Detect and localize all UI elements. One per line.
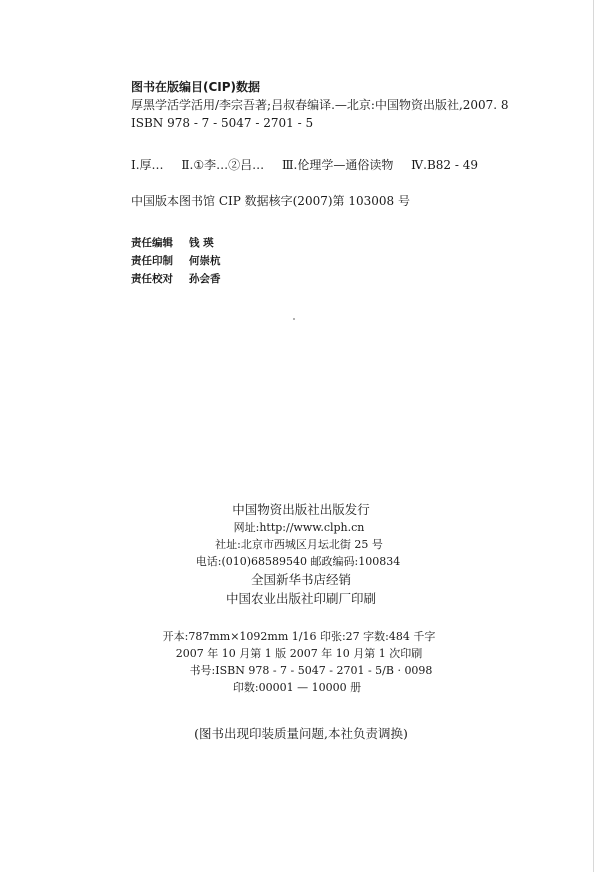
staff-role: 责任印制 <box>131 255 173 267</box>
classification-item: Ⅲ.伦理学—通俗读物 <box>281 158 394 172</box>
book-number-line: 书号:ISBN 978 - 7 - 5047 - 2701 - 5/B · 0098 <box>189 664 433 677</box>
printer-line: 中国农业出版社印刷厂印刷 <box>225 591 376 606</box>
staff-person: 孙会香 <box>189 273 221 285</box>
cip-isbn-line: ISBN 978 - 7 - 5047 - 2701 - 5 <box>131 116 314 130</box>
edition-line: 2007 年 10 月第 1 版 2007 年 10 月第 1 次印刷 <box>175 647 423 660</box>
publisher-line: 中国物资出版社出版发行 <box>232 502 370 517</box>
format-line: 开本:787mm×1092mm 1/16 印张:27 字数:484 千字 <box>162 630 436 643</box>
distributor-line: 全国新华书店经销 <box>250 572 351 587</box>
print-run-line: 印数:00001 — 10000 册 <box>232 681 362 694</box>
staff-role: 责任编辑 <box>131 237 173 249</box>
cip-check-number: 中国版本图书馆 CIP 数据核字(2007)第 103008 号 <box>131 194 410 208</box>
staff-person: 钱 瑛 <box>189 237 214 249</box>
cip-heading: 图书在版编目(CIP)数据 <box>131 80 261 94</box>
website-line: 网址:http://www.clph.cn <box>233 521 365 534</box>
staff-person: 何崇杭 <box>189 255 221 267</box>
cip-data-block <box>131 78 571 132</box>
staff-row <box>131 234 221 252</box>
staff-credits <box>131 234 221 288</box>
classification-item: Ⅳ.B82 - 49 <box>411 158 479 172</box>
classification-item: Ⅰ.厚… <box>131 158 164 172</box>
address-line: 社址:北京市西城区月坛北街 25 号 <box>215 538 383 551</box>
publishing-info <box>0 500 602 608</box>
staff-row <box>131 270 221 288</box>
cip-classification <box>131 156 492 174</box>
book-specifications <box>0 628 602 696</box>
contact-line: 电话:(010)68589540 邮政编码:100834 <box>195 555 401 568</box>
staff-role: 责任校对 <box>131 273 173 285</box>
quality-notice: (图书出现印装质量问题,本社负责调换) <box>194 726 408 741</box>
classification-item: Ⅱ.①李…②吕… <box>181 158 265 172</box>
scan-speck <box>293 318 295 320</box>
cip-title-line: 厚黑学活学活用/李宗吾著;吕叔春编译.—北京:中国物资出版社,2007. 8 <box>131 98 509 112</box>
staff-row <box>131 252 221 270</box>
